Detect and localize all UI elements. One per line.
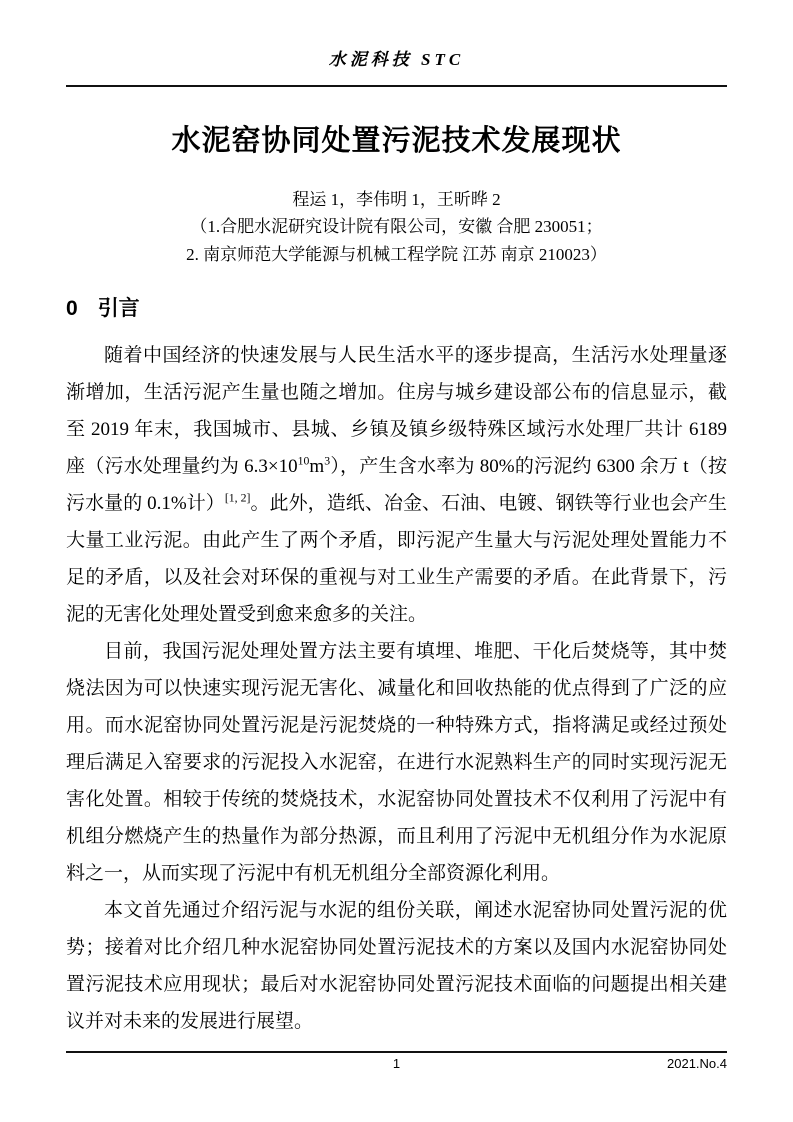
section-number: 0 bbox=[66, 297, 78, 320]
section-heading bbox=[66, 295, 727, 323]
paragraph-3 bbox=[66, 892, 727, 1040]
footer-rule bbox=[66, 1051, 727, 1053]
journal-header-title: 水泥科技 STC bbox=[328, 50, 465, 69]
affiliation-line-2: 2. 南京师范大学能源与机械工程学院 江苏 南京 210023） bbox=[186, 245, 607, 264]
page-footer bbox=[66, 1051, 727, 1073]
section-title: 引言 bbox=[97, 297, 140, 320]
issue-label: 2021.No.4 bbox=[667, 1056, 727, 1071]
footer-row bbox=[66, 1055, 727, 1073]
text-run: ），产生含水率为 80%的污泥约 6300 余万 t（按污水量的 0.1%计） bbox=[66, 456, 728, 514]
paragraph-1 bbox=[66, 337, 727, 633]
text-run: m bbox=[309, 456, 325, 477]
superscript: 3 bbox=[324, 454, 331, 468]
text-run: 目前，我国污泥处理处置方法主要有填埋、堆肥、干化后焚烧等，其中焚烧法因为可以快速实现污泥无害化、减量化和回收热能的优点得到了广泛的应用。而水泥窑协同处置污泥是污泥焚烧的一种特殊方式，指将满足或经过预处理后满足入窑要求的污泥投入水泥窑，在进行水泥熟料生产的同时实现污泥无害化处置。相较于传统的焚烧技术，水泥窑协同处置技术不仅利用了污泥中有机组分燃烧产生的热量作为部分热源，而且利用了污泥中无机组分作为水泥原料之一，从而实现了污泥中有机无机组分全部资源化利用。 bbox=[66, 641, 727, 884]
text-run: 本文首先通过介绍污泥与水泥的组份关联，阐述水泥窑协同处置污泥的优势；接着对比介绍几种水泥窑协同处置污泥技术的方案以及国内水泥窑协同处置污泥技术应用现状；最后对水泥窑协同处置污泥技术面临的问题提出相关建议并对未来的发展进行展望。 bbox=[66, 900, 727, 1032]
superscript: 10 bbox=[297, 454, 310, 468]
superscript: [1, 2] bbox=[224, 491, 251, 505]
text-run: 随着中国经济的快速发展与人民生活水平的逐步提高，生活污水处理量逐渐增加，生活污泥产生量也随之增加。住房与城乡建设部公布的信息显示，截至 2019 年末，我国城市、县城、乡镇及镇乡级特殊区域污水处理厂共计 6189 座（污水处理量约为 6.3×10 bbox=[66, 345, 727, 477]
text-run: 。此外，造纸、冶金、石油、电镀、钢铁等行业也会产生大量工业污泥。由此产生了两个矛盾，即污泥产生量大与污泥处理处置能力不足的矛盾，以及社会对环保的重视与对工业生产需要的矛盾。在此背景下，污泥的无害化处理处置受到愈来愈多的关注。 bbox=[66, 493, 727, 625]
article-title: 水泥窑协同处置污泥技术发展现状 bbox=[171, 125, 622, 157]
page-number: 1 bbox=[392, 1056, 401, 1071]
affiliation-line-1: （1.合肥水泥研究设计院有限公司，安徽 合肥 230051； bbox=[190, 217, 603, 236]
author-byline: 程运 1，李伟明 1，王昕晔 2 bbox=[292, 190, 501, 209]
article-body bbox=[66, 337, 727, 1040]
header-rule bbox=[66, 85, 727, 87]
paragraph-2 bbox=[66, 633, 727, 892]
